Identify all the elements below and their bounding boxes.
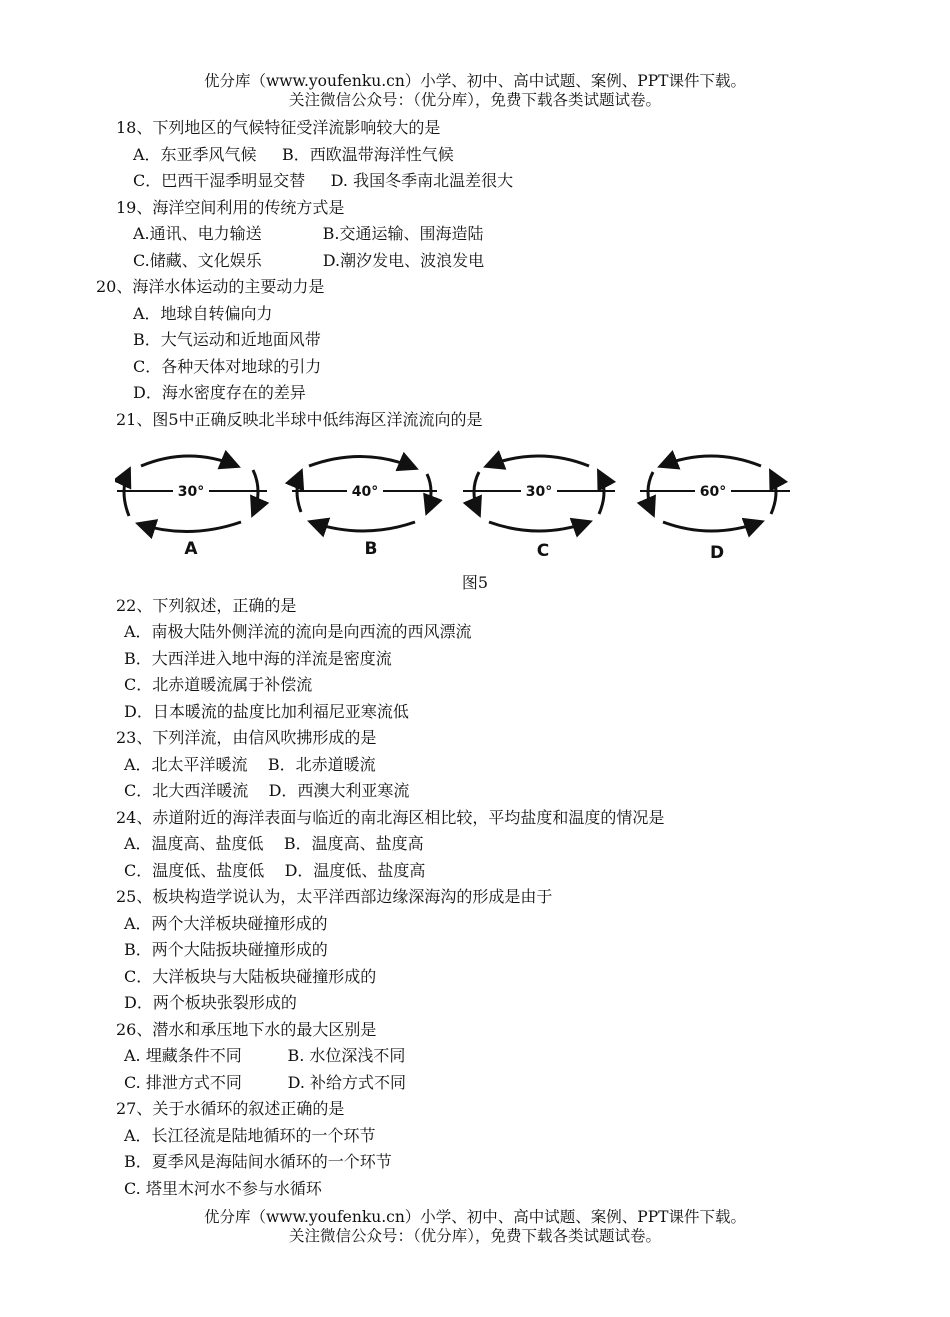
question-24-options-row-2: C．温度低、盐度低 D．温度低、盐度高 (124, 861, 426, 880)
question-18-options-row-2: C．巴西干湿季明显交替 D. 我国冬季南北温差很大 (133, 171, 514, 190)
question-18-options-row-1: A．东亚季风气候 B．西欧温带海洋性气候 (133, 145, 454, 164)
figure-caption: 图5 (461, 573, 489, 592)
question-23-stem: 23、下列洋流，由信风吹拂形成的是 (116, 728, 377, 747)
diagram-a-letter: A (184, 539, 198, 559)
question-20-option-c: C．各种天体对地球的引力 (133, 357, 322, 376)
footer-line-1: 优分库（www.youfenku.cn）小学、初中、高中试题、案例、PPT课件下载。 (203, 1208, 747, 1226)
question-26-stem: 26、潜水和承压地下水的最大区别是 (116, 1020, 377, 1039)
question-19-options-row-1: A.通讯、电力输送 B.交通运输、围海造陆 (133, 224, 484, 243)
question-20-option-d: D．海水密度存在的差异 (133, 383, 306, 402)
diagram-b-letter: B (364, 539, 378, 559)
question-27-option-b: B．夏季风是海陆间水循环的一个环节 (124, 1152, 392, 1171)
question-20-stem: 20、海洋水体运动的主要动力是 (96, 277, 325, 296)
question-22-option-c: C．北赤道暖流属于补偿流 (124, 675, 313, 694)
question-27-option-a: A．长江径流是陆地循环的一个环节 (124, 1126, 376, 1145)
question-27-stem: 27、关于水循环的叙述正确的是 (116, 1099, 345, 1118)
question-20-option-a: A．地球自转偏向力 (133, 304, 273, 323)
diagram-c-latitude: 30° (525, 484, 553, 500)
question-24-stem: 24、赤道附近的海洋表面与临近的南北海区相比较，平均盐度和温度的情况是 (116, 808, 665, 827)
diagram-a-latitude: 30° (177, 484, 205, 500)
question-19-stem: 19、海洋空间利用的传统方式是 (116, 198, 345, 217)
question-25-option-b: B．两个大陆扳块碰撞形成的 (124, 940, 328, 959)
diagram-b-latitude: 40° (351, 484, 379, 500)
question-22-stem: 22、下列叙述，正确的是 (116, 596, 297, 615)
question-18-stem: 18、下列地区的气候特征受洋流影响较大的是 (116, 118, 441, 137)
question-22-option-b: B．大西洋进入地中海的洋流是密度流 (124, 649, 392, 668)
question-21-stem: 21、图5中正确反映北半球中低纬海区洋流流向的是 (116, 410, 483, 429)
question-22-option-a: A．南极大陆外侧洋流的流向是向西流的西风漂流 (124, 622, 472, 641)
question-25-option-a: A．两个大洋板块碰撞形成的 (124, 914, 328, 933)
question-26-options-row-1: A. 埋藏条件不同 B. 水位深浅不同 (124, 1046, 406, 1065)
question-24-options-row-1: A．温度高、盐度低 B．温度高、盐度高 (124, 834, 424, 853)
header-line-1: 优分库（www.youfenku.cn）小学、初中、高中试题、案例、PPT课件下载。 (203, 72, 747, 90)
question-25-option-d: D．两个板块张裂形成的 (124, 993, 297, 1012)
question-20-option-b: B．大气运动和近地面风带 (133, 330, 321, 349)
question-27-option-c: C. 塔里木河水不参与水循环 (124, 1179, 322, 1198)
question-26-options-row-2: C. 排泄方式不同 D. 补给方式不同 (124, 1073, 407, 1092)
header-line-2: 关注微信公众号：（优分库），免费下载各类试题试卷。 (288, 91, 661, 109)
question-23-options-row-2: C．北大西洋暖流 D．西澳大利亚寒流 (124, 781, 410, 800)
diagram-c-letter: C (536, 541, 550, 561)
footer-line-2: 关注微信公众号：（优分库），免费下载各类试题试卷。 (288, 1227, 661, 1245)
diagram-d-latitude: 60° (699, 484, 727, 500)
question-22-option-d: D．日本暖流的盐度比加利福尼亚寒流低 (124, 702, 409, 721)
figure-5-ocean-current-diagrams (115, 440, 805, 570)
question-23-options-row-1: A．北太平洋暖流 B．北赤道暖流 (124, 755, 376, 774)
question-19-options-row-2: C.储藏、文化娱乐 D.潮汐发电、波浪发电 (133, 251, 485, 270)
question-25-stem: 25、板块构造学说认为，太平洋西部边缘深海沟的形成是由于 (116, 887, 553, 906)
question-25-option-c: C．大洋板块与大陆板块碰撞形成的 (124, 967, 377, 986)
diagram-d-letter: D (709, 543, 725, 563)
